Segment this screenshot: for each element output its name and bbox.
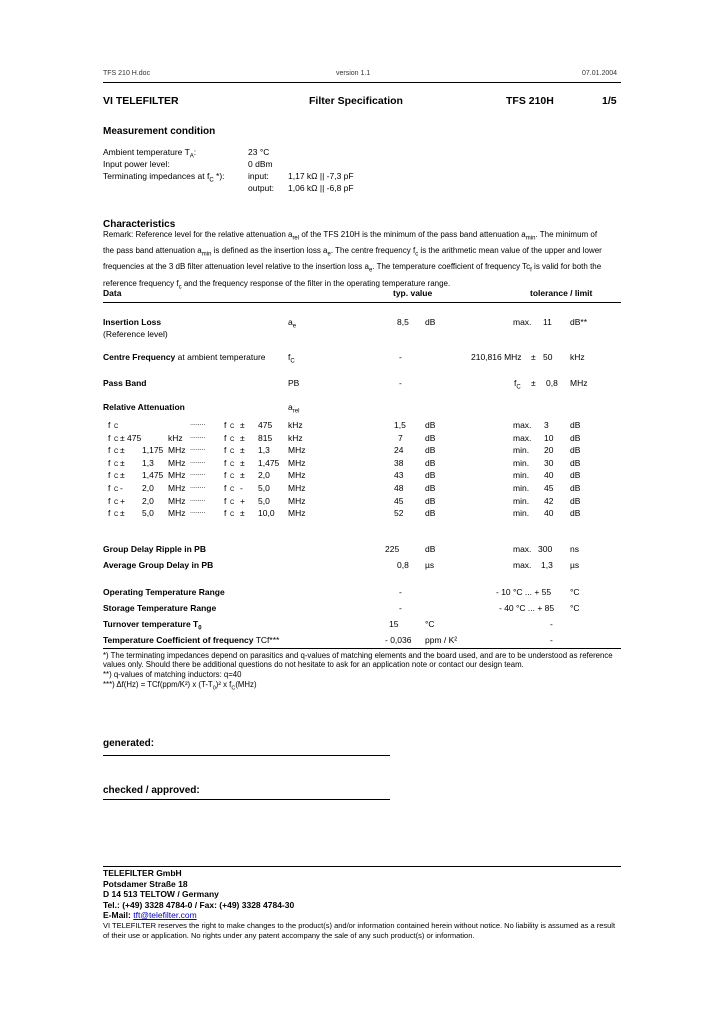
input-port-label: input: (248, 171, 269, 181)
operating-temperature-unit: °C (570, 587, 580, 597)
average-group-delay-limval: 1,3 (541, 560, 553, 570)
attenuation-row-s2: C (230, 512, 235, 519)
operating-temperature-label: Operating Temperature Range (103, 587, 225, 597)
footnote-3: ***) Δf(Hz) = TCf(ppm/K²) x $(T-T_0)^2$ x $f_C(MHz)$ (103, 680, 257, 692)
centre-frequency-label: Centre Frequency at ambient temperature (103, 352, 266, 362)
checked-approved-label: checked / approved: (103, 785, 200, 796)
attenuation-row-op2: ± (240, 420, 245, 430)
document-title: Filter Specification (309, 95, 403, 107)
ambient-temp-label: Ambient temperature $T_A$: (103, 147, 197, 160)
terminating-impedance-label: Terminating impedances at $f_C$ *): (103, 171, 225, 184)
attenuation-row-u1: MHz (168, 495, 186, 506)
attenuation-row-lim: min. (513, 483, 530, 493)
attenuation-row-lim: max. (513, 420, 532, 430)
attenuation-row-op1: ± (120, 508, 125, 519)
centre-frequency-tol: 50 (543, 352, 553, 362)
reference-level-note: (Reference level) (103, 329, 168, 339)
attenuation-row-f1: f (108, 420, 111, 430)
insertion-loss-limval: 11 (543, 317, 552, 327)
attenuation-row-f2: f (224, 483, 227, 493)
output-port-label: output: (248, 183, 274, 193)
attenuation-row-dots: ........ (190, 470, 206, 478)
attenuation-row-f2: f (224, 432, 227, 443)
attenuation-row-limval: 30 (544, 457, 554, 468)
attenuation-row-typ: 52 (394, 508, 404, 519)
file-name: TFS 210 H.doc (103, 70, 151, 77)
attenuation-row-s1: C (114, 449, 119, 456)
attenuation-row-op2: ± (240, 457, 245, 468)
attenuation-row-u1: MHz (168, 457, 186, 468)
attenuation-row-f1: f (108, 457, 111, 468)
attenuation-row-unit: dB (425, 432, 436, 443)
attenuation-row-u1: MHz (168, 445, 186, 456)
attenuation-row-f2: f (224, 508, 227, 519)
footer-city: D 14 513 TELTOW / Germany (103, 889, 219, 899)
attenuation-row-v2: 815 (258, 432, 273, 443)
attenuation-row-limval: 20 (544, 445, 554, 456)
group-delay-ripple-limunit: ns (570, 544, 579, 554)
average-group-delay-lim: max. (513, 560, 532, 570)
attenuation-row-u1: MHz (168, 483, 186, 493)
attenuation-row-dots: ........ (190, 432, 206, 440)
group-delay-ripple-lim: max. (513, 544, 532, 554)
average-group-delay-typ: 0,8 (397, 560, 409, 570)
attenuation-row-s1: C (114, 461, 119, 468)
footer-street: Potsdamer Straße 18 (103, 879, 188, 889)
attenuation-row-s1: C (114, 474, 119, 481)
pass-band-label: Pass Band (103, 378, 147, 388)
insertion-loss-typ: 8,5 (397, 317, 409, 327)
input-power-label: Input power level: (103, 159, 170, 169)
attenuation-row-op1: ± (120, 445, 125, 456)
attenuation-row-op2: ± (240, 445, 245, 456)
attenuation-row-s2: C (230, 487, 235, 493)
attenuation-row-s1: C (114, 499, 119, 506)
attenuation-row-op1: ± (120, 470, 125, 481)
attenuation-row-unit: dB (425, 445, 436, 456)
storage-temperature-label: Storage Temperature Range (103, 603, 217, 613)
attenuation-row-unit: dB (425, 470, 436, 481)
page-number: 1/5 (602, 95, 617, 107)
checked-signature-line (103, 799, 390, 800)
attenuation-row-dots: ........ (190, 457, 206, 465)
attenuation-row-unit: dB (425, 508, 436, 519)
attenuation-row-op2: - (240, 483, 243, 493)
attenuation-row-typ: 43 (394, 470, 404, 481)
input-impedance-value: 1,17 kΩ || -7,3 pF (288, 171, 354, 181)
attenuation-row-f1: f (108, 508, 111, 519)
insertion-loss-lim: max. (513, 317, 532, 327)
attenuation-row-v1: 1,475 (142, 470, 164, 481)
attenuation-row-dots: ........ (190, 420, 206, 427)
attenuation-row-lim: min. (513, 457, 530, 468)
attenuation-row-typ: 7 (398, 432, 403, 443)
attenuation-row-v2: 1,475 (258, 457, 280, 468)
attenuation-row-s2: C (230, 449, 235, 456)
attenuation-row-limval: 10 (544, 432, 554, 443)
attenuation-row-dots: ........ (190, 508, 206, 516)
table-header-rule (103, 302, 621, 303)
pass-band-fc: $f_C$ (514, 378, 521, 391)
centre-frequency-symbol: $f_C$ (288, 352, 295, 365)
attenuation-row-s1: C (114, 424, 119, 430)
characteristics-remark: Remark: Reference level for the relative attenuation $a_{rel}$ of the TFS 210H is the minimum of the pass band attenuation $a_{min}$. The minimum of the pass band attenuation $a_{min}$ is defined as the insertion loss $a_e$. The centre frequency $f_c$ is the arithmetic mean value of the upper and lower frequencies at the 3 dB filter attenuation level relative to the insertion loss $a_e$. The temperature coefficient of frequency $Tc_f$ is valid for both the reference frequency $f_c$ and the frequency response of the filter in the operating temperature range. (103, 230, 602, 291)
characteristics-heading: Characteristics (103, 219, 176, 230)
attenuation-row-v2: 1,3 (258, 445, 270, 456)
turnover-temperature-lim: - (550, 619, 553, 629)
attenuation-row-typ: 38 (394, 457, 404, 468)
email-link[interactable]: tft@telefilter.com (133, 910, 197, 920)
attenuation-row-u2: kHz (288, 420, 303, 430)
attenuation-row-s2: C (230, 461, 235, 468)
attenuation-row-f1: f (108, 445, 111, 456)
attenuation-row-typ: 45 (394, 495, 404, 506)
attenuation-row-op1: + (120, 495, 125, 506)
company-name: VI TELEFILTER (103, 95, 179, 107)
centre-frequency-value: 210,816 MHz (471, 352, 522, 362)
pass-band-typ: - (399, 378, 402, 388)
average-group-delay-limunit: µs (570, 560, 580, 570)
centre-frequency-typ: - (399, 352, 402, 362)
attenuation-row-limunit: dB (570, 508, 581, 519)
attenuation-row-u2: MHz (288, 495, 306, 506)
attenuation-row-v2: 5,0 (258, 495, 270, 506)
operating-temperature-range: - 10 °C ... + 55 (496, 587, 552, 597)
average-group-delay-unit: µs (425, 560, 435, 570)
attenuation-row-lim: min. (513, 508, 530, 519)
attenuation-row-unit: dB (425, 420, 436, 430)
attenuation-row-s1: C (114, 512, 119, 519)
attenuation-row-unit: dB (425, 483, 436, 493)
footer-company-name: TELEFILTER GmbH (103, 868, 182, 878)
centre-frequency-pm: ± (531, 352, 536, 362)
attenuation-row-v1: 5,0 (142, 508, 154, 519)
turnover-temperature-label: Turnover temperature $T_0$ (103, 619, 202, 632)
turnover-temperature-typ: 15 (389, 619, 399, 629)
storage-temperature-range: - 40 °C ... + 85 (499, 603, 555, 613)
footer-email: E-Mail: tft@telefilter.com (103, 910, 197, 920)
attenuation-row-limunit: dB (570, 495, 581, 506)
pass-band-symbol: PB (288, 378, 300, 388)
attenuation-row-op1: ± (120, 457, 125, 468)
tcf-unit: ppm / K² (425, 635, 458, 645)
pass-band-tol: 0,8 (546, 378, 558, 388)
attenuation-row-f2: f (224, 445, 227, 456)
attenuation-row-u2: kHz (288, 432, 303, 443)
tcf-typ: - 0,036 (385, 635, 412, 645)
attenuation-row-dots: ........ (190, 483, 206, 490)
storage-temperature-typ: - (399, 603, 402, 613)
attenuation-row-u1: MHz (168, 470, 186, 481)
attenuation-row-s1: C (114, 487, 119, 493)
header-rule-top (103, 82, 621, 83)
attenuation-row-v2: 10,0 (258, 508, 275, 519)
file-version: version 1.1 (336, 70, 371, 77)
attenuation-row-s2: C (230, 499, 235, 506)
table-bottom-rule (103, 648, 621, 649)
attenuation-row-op2: ± (240, 432, 245, 443)
attenuation-row-v1: 2,0 (142, 483, 154, 493)
footnote-2: **) q-values of matching inductors: q=40 (103, 670, 242, 679)
attenuation-row-typ: 24 (394, 445, 404, 456)
attenuation-row-limunit: dB (570, 445, 581, 456)
attenuation-row-f2: f (224, 495, 227, 506)
relative-attenuation-symbol: $a_{rel}$ (288, 402, 300, 415)
attenuation-row-lim: min. (513, 495, 530, 506)
attenuation-row-u2: MHz (288, 445, 306, 456)
file-date: 07.01.2004 (582, 70, 618, 77)
attenuation-row-v1: 2,0 (142, 495, 154, 506)
attenuation-row-limunit: dB (570, 457, 581, 468)
col-tolerance-header: tolerance / limit (530, 288, 593, 298)
attenuation-row-unit: dB (425, 495, 436, 506)
operating-temperature-typ: - (399, 587, 402, 597)
attenuation-row-f1: f (108, 432, 111, 443)
attenuation-row-op2: + (240, 495, 245, 506)
pass-band-tolunit: MHz (570, 378, 588, 388)
attenuation-row-unit: dB (425, 457, 436, 468)
attenuation-row-s1: C (114, 436, 119, 443)
attenuation-row-v2: 5,0 (258, 483, 270, 493)
attenuation-row-v2: 2,0 (258, 470, 270, 481)
attenuation-row-limunit: dB (570, 483, 581, 493)
attenuation-row-f1: f (108, 470, 111, 481)
attenuation-row-dots: ........ (190, 445, 206, 453)
insertion-loss-label: Insertion Loss (103, 317, 162, 327)
tcf-lim: - (550, 635, 553, 645)
attenuation-row-lim: max. (513, 432, 532, 443)
turnover-temperature-unit: °C (425, 619, 435, 629)
attenuation-row-op2: ± (240, 508, 245, 519)
attenuation-row-limunit: dB (570, 432, 581, 443)
attenuation-row-u2: MHz (288, 483, 306, 493)
attenuation-row-u2: MHz (288, 508, 306, 519)
centre-frequency-tolunit: kHz (570, 352, 585, 362)
attenuation-row-v1: 1,175 (142, 445, 164, 456)
attenuation-row-f1: f (108, 495, 111, 506)
attenuation-row-op1: - (120, 483, 123, 493)
attenuation-row-s2: C (230, 474, 235, 481)
insertion-loss-limunit: dB** (570, 317, 588, 327)
attenuation-row-f2: f (224, 457, 227, 468)
attenuation-row-lim: min. (513, 445, 530, 456)
col-typ-header: typ. value (393, 288, 433, 298)
attenuation-row-typ: 48 (394, 483, 404, 493)
attenuation-row-limval: 40 (544, 508, 554, 519)
attenuation-row-limval: 45 (544, 483, 554, 493)
generated-label: generated: (103, 738, 155, 749)
attenuation-row-u1: MHz (168, 508, 186, 519)
attenuation-row-f2: f (224, 470, 227, 481)
attenuation-row-op1: ± 475 (120, 432, 142, 443)
part-number: TFS 210H (506, 95, 554, 107)
attenuation-row-f1: f (108, 483, 111, 493)
attenuation-row-lim: min. (513, 470, 530, 481)
attenuation-row-limval: 3 (544, 420, 549, 430)
insertion-loss-unit: dB (425, 317, 436, 327)
attenuation-row-typ: 1,5 (394, 420, 406, 430)
storage-temperature-unit: °C (570, 603, 580, 613)
footer-phone: Tel.: (+49) 3328 4784-0 / Fax: (+49) 3328 4784-30 (103, 900, 295, 910)
ambient-temp-value: 23 °C (248, 147, 270, 157)
attenuation-row-v1: 1,3 (142, 457, 154, 468)
col-data-header: Data (103, 288, 122, 298)
attenuation-row-limval: 40 (544, 470, 554, 481)
attenuation-row-limval: 42 (544, 495, 554, 506)
attenuation-row-s2: C (230, 436, 235, 443)
attenuation-row-u2: MHz (288, 470, 306, 481)
attenuation-row-limunit: dB (570, 420, 581, 430)
footnote-1: *) The terminating impedances depend on parasitics and q-values of matching elements and the board used, and are to be understood as reference values only. Should there be additional questions do not hesitate to ask for an application note or contact our design team. (103, 651, 613, 670)
measurement-heading: Measurement condition (103, 126, 216, 137)
average-group-delay-label: Average Group Delay in PB (103, 560, 214, 570)
pass-band-pm: ± (531, 378, 536, 388)
attenuation-row-v2: 475 (258, 420, 273, 430)
attenuation-row-dots: ........ (190, 495, 206, 503)
relative-attenuation-label: Relative Attenuation (103, 402, 185, 412)
attenuation-row-u2: MHz (288, 457, 306, 468)
attenuation-row-limunit: dB (570, 470, 581, 481)
group-delay-ripple-typ: 225 (385, 544, 400, 554)
attenuation-row-f2: f (224, 420, 227, 430)
input-power-value: 0 dBm (248, 159, 273, 169)
insertion-loss-symbol: $a_e$ (288, 317, 297, 330)
footer-rule (103, 866, 621, 867)
generated-signature-line (103, 755, 390, 756)
group-delay-ripple-label: Group Delay Ripple in PB (103, 544, 206, 554)
output-impedance-value: 1,06 kΩ || -6,8 pF (288, 183, 354, 193)
attenuation-row-u1: kHz (168, 432, 183, 443)
group-delay-ripple-unit: dB (425, 544, 436, 554)
group-delay-ripple-limval: 300 (538, 544, 553, 554)
attenuation-row-op2: ± (240, 470, 245, 481)
attenuation-row-s2: C (230, 424, 235, 430)
footer-disclaimer: VI TELEFILTER reserves the right to make changes to the product(s) and/or information contained herein without notice. No liability is assumed as a result of their use or application. No rights under any patent accompany the sale of any such product(s) or information. (103, 921, 616, 940)
tcf-label: Temperature Coefficient of frequency TCf*** (103, 635, 280, 645)
